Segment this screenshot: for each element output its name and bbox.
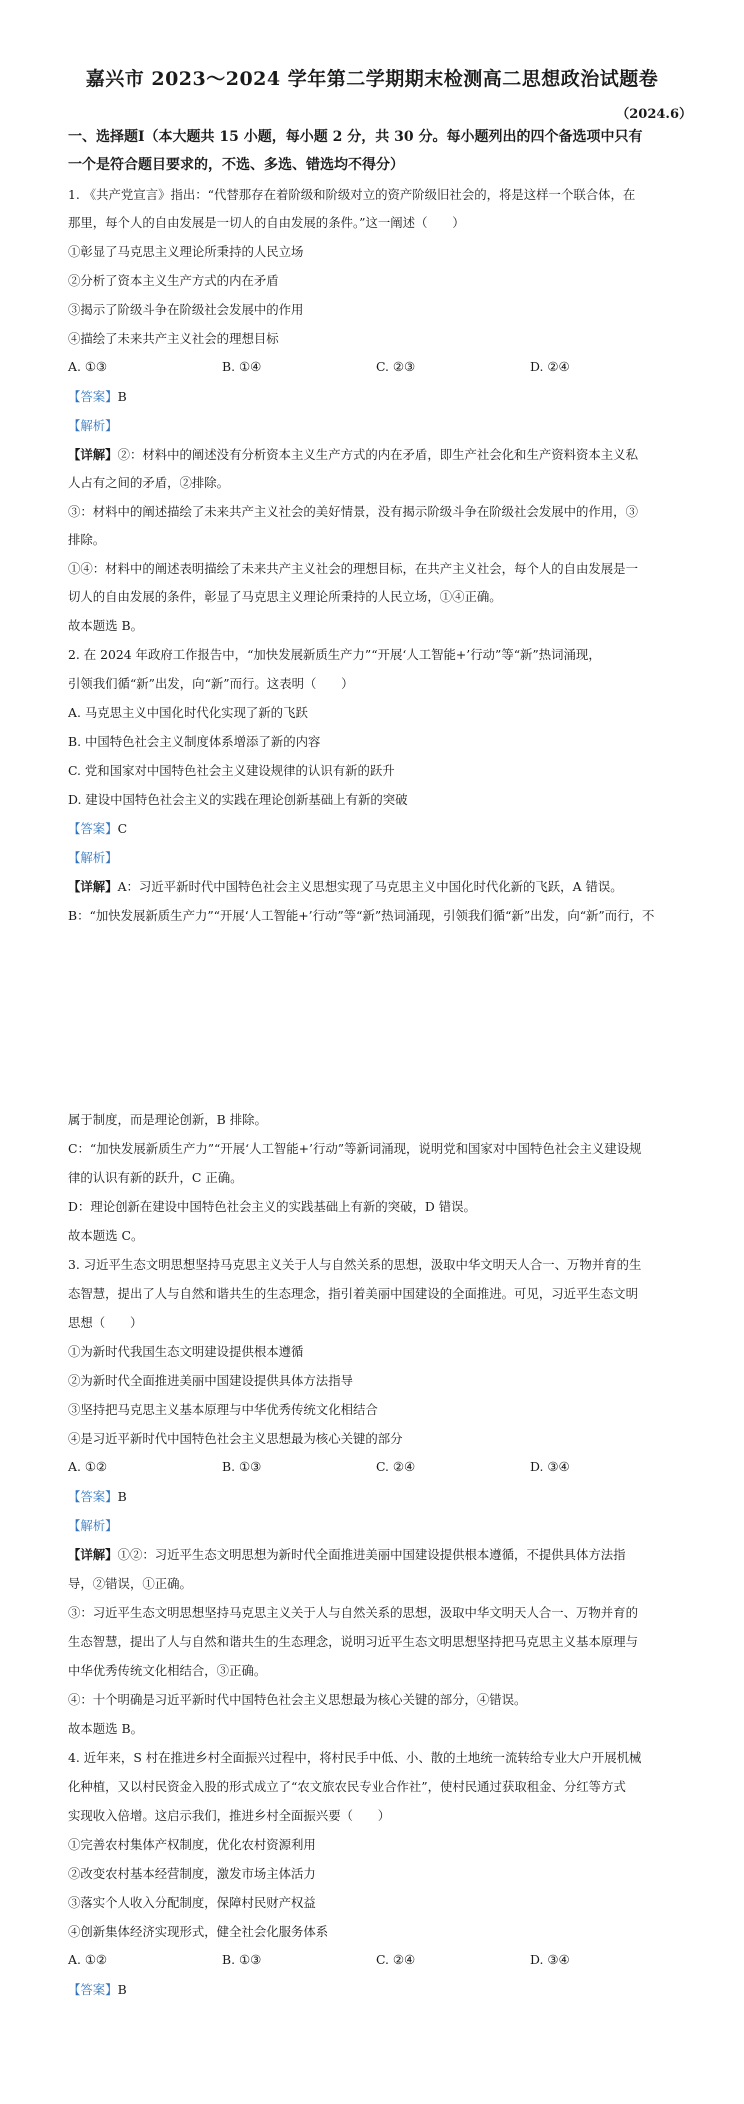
answer-tag: 【答案】 (68, 821, 118, 836)
answer-tag: 【答案】 (68, 1982, 118, 1997)
q2-option-b: B. 中国特色社会主义制度体系增添了新的内容 (68, 734, 321, 749)
q4-stem-line-2: 化种植，又以村民资金入股的形式成立了“农文旅农民专业合作社”，使村民通过获取租金、分红等方式 (68, 1779, 626, 1794)
q1-detail-line-3: ③：材料中的阐述描绘了未来共产主义社会的美好情景，没有揭示阶级斗争在阶级社会发展中的作用，③ (68, 504, 638, 519)
q4-option-b: B. ①③ (222, 1952, 262, 1967)
q4-statement-4: ④创新集体经济实现形式，健全社会化服务体系 (68, 1924, 329, 1939)
q3-option-c: C. ②④ (376, 1459, 416, 1474)
q3-detail-line-6: ④：十个明确是习近平新时代中国特色社会主义思想最为核心关键的部分，④错误。 (68, 1692, 527, 1707)
answer-tag: 【答案】 (68, 1489, 118, 1504)
q1-statement-3: ③揭示了阶级斗争在阶级社会发展中的作用 (68, 302, 304, 317)
q3-detail-line-2: 导，②错误，①正确。 (68, 1576, 192, 1591)
q1-statement-1: ①彰显了马克思主义理论所秉持的人民立场 (68, 244, 304, 259)
q4-option-a: A. ①② (68, 1952, 108, 1967)
q4-option-c: C. ②④ (376, 1952, 416, 1967)
q4-statement-2: ②改变农村基本经营制度，激发市场主体活力 (68, 1866, 316, 1881)
q2-detail-line-1 (68, 878, 684, 896)
q1-statement-2: ②分析了资本主义生产方式的内在矛盾 (68, 273, 279, 288)
q1-option-d: D. ②④ (530, 359, 570, 374)
q1-answer (68, 388, 684, 406)
answer-value: B (117, 1982, 127, 1997)
detail-text: A：习近平新时代中国特色社会主义思想实现了马克思主义中国化时代化新的飞跃，A 错误。 (117, 879, 623, 894)
q3-detail-line-3: ③：习近平生态文明思想坚持马克思主义关于人与自然关系的思想，汲取中华文明天人合一、万物并育的 (68, 1605, 638, 1620)
detail-tag: 【详解】 (68, 879, 118, 894)
q1-option-c: C. ②③ (376, 359, 416, 374)
q3-answer (68, 1488, 684, 1506)
detail-tag: 【详解】 (68, 1547, 118, 1562)
section-heading-line-1: 一、选择题Ⅰ（本大题共 15 小题，每小题 2 分，共 30 分。每小题列出的四个备选项中只有 (68, 129, 643, 145)
q3-statement-2: ②为新时代全面推进美丽中国建设提供具体方法指导 (68, 1373, 353, 1388)
answer-value: B (117, 389, 127, 404)
q2-detail-line-6: D：理论创新在建设中国特色社会主义的实践基础上有新的突破，D 错误。 (68, 1199, 476, 1214)
q1-detail-line-6: 切人的自由发展的条件，彰显了马克思主义理论所秉持的人民立场，①④正确。 (68, 589, 502, 604)
q2-option-a: A. 马克思主义中国化时代化实现了新的飞跃 (68, 705, 308, 720)
q1-statement-4: ④描绘了未来共产主义社会的理想目标 (68, 331, 279, 346)
q2-detail-line-5: 律的认识有新的跃升，C 正确。 (68, 1170, 243, 1185)
answer-value: B (117, 1489, 127, 1504)
section-heading-line-2: 一个是符合题目要求的，不选、多选、错选均不得分） (68, 157, 404, 173)
detail-text: ②：材料中的阐述没有分析资本主义生产方式的内在矛盾，即生产社会化和生产资料资本主义私 (117, 447, 638, 462)
q1-detail-line-1 (68, 446, 684, 464)
q2-option-c: C. 党和国家对中国特色社会主义建设规律的认识有新的跃升 (68, 763, 395, 778)
q2-detail-line-4: C：“加快发展新质生产力”“开展‘人工智能+’行动”等新词涌现，说明党和国家对中国特色社会主义建设规 (68, 1141, 642, 1156)
answer-value: C (117, 821, 128, 836)
q2-answer (68, 820, 684, 838)
q3-analysis-tag: 【解析】 (68, 1518, 118, 1533)
q2-option-d: D. 建设中国特色社会主义的实践在理论创新基础上有新的突破 (68, 792, 408, 807)
q2-stem-line-2: 引领我们循“新”出发，向“新”而行。这表明（ ） (68, 676, 354, 691)
q1-detail-line-5: ①④：材料中的阐述表明描绘了未来共产主义社会的理想目标，在共产主义社会，每个人的自由发展是一 (68, 561, 638, 576)
q3-statement-4: ④是习近平新时代中国特色社会主义思想最为核心关键的部分 (68, 1431, 403, 1446)
q1-stem-line-2: 那里，每个人的自由发展是一切人的自由发展的条件。”这一阐述（ ） (68, 215, 465, 230)
q3-statement-3: ③坚持把马克思主义基本原理与中华优秀传统文化相结合 (68, 1402, 378, 1417)
q4-statement-1: ①完善农村集体产权制度，优化农村资源利用 (68, 1837, 316, 1852)
q3-detail-line-1 (68, 1546, 684, 1564)
q2-detail-line-2: B：“加快发展新质生产力”“开展‘人工智能+’行动”等“新”热词涌现，引领我们循“新”出发，向“新”而行，不 (68, 908, 655, 923)
detail-text: ①②：习近平生态文明思想为新时代全面推进美丽中国建设提供根本遵循，不提供具体方法指 (117, 1547, 626, 1562)
q3-option-b: B. ①③ (222, 1459, 262, 1474)
q4-answer (68, 1981, 684, 1999)
answer-tag: 【答案】 (68, 389, 118, 404)
q3-conclusion: 故本题选 B。 (68, 1721, 143, 1736)
q3-statement-1: ①为新时代我国生态文明建设提供根本遵循 (68, 1344, 304, 1359)
q1-detail-line-2: 人占有之间的矛盾，②排除。 (68, 475, 230, 490)
q1-option-b: B. ①④ (222, 359, 262, 374)
q1-option-a: A. ①③ (68, 359, 108, 374)
q1-detail-line-4: 排除。 (68, 532, 106, 547)
q3-detail-line-4: 生态智慧，提出了人与自然和谐共生的生态理念，说明习近平生态文明思想坚持把马克思主义基本原理与 (68, 1634, 638, 1649)
q3-stem-line-2: 态智慧，提出了人与自然和谐共生的生态理念，指引着美丽中国建设的全面推进。可见，习近平生态文明 (68, 1286, 638, 1301)
q3-stem-line-1: 3. 习近平生态文明思想坚持马克思主义关于人与自然关系的思想，汲取中华文明天人合一、万物并育的生 (68, 1257, 642, 1272)
q2-conclusion: 故本题选 C。 (68, 1228, 144, 1243)
q3-detail-line-5: 中华优秀传统文化相结合，③正确。 (68, 1663, 267, 1678)
q1-stem-line-1: 1. 《共产党宣言》指出：“代替那存在着阶级和阶级对立的资产阶级旧社会的，将是这样一个联合体，在 (68, 187, 636, 202)
q1-conclusion: 故本题选 B。 (68, 618, 143, 633)
exam-date: （2024.6） (616, 107, 692, 122)
q3-stem-line-3: 思想（ ） (68, 1315, 143, 1330)
q2-analysis-tag: 【解析】 (68, 850, 118, 865)
q2-stem-line-1: 2. 在 2024 年政府工作报告中，“加快发展新质生产力”“开展‘人工智能+’行动”等“新”热词涌现， (68, 647, 601, 662)
detail-tag: 【详解】 (68, 447, 118, 462)
q4-stem-line-3: 实现收入倍增。这启示我们，推进乡村全面振兴要（ ） (68, 1808, 391, 1823)
q2-detail-line-3: 属于制度，而是理论创新，B 排除。 (68, 1112, 267, 1127)
q4-stem-line-1: 4. 近年来，S 村在推进乡村全面振兴过程中，将村民手中低、小、散的土地统一流转给专业大户开展机械 (68, 1750, 642, 1765)
q4-option-d: D. ③④ (530, 1952, 570, 1967)
q4-statement-3: ③落实个人收入分配制度，保障村民财产权益 (68, 1895, 316, 1910)
q3-option-a: A. ①② (68, 1459, 108, 1474)
page-title: 嘉兴市 2023～2024 学年第二学期期末检测高二思想政治试题卷 (85, 68, 659, 90)
q1-analysis-tag: 【解析】 (68, 418, 118, 433)
q3-option-d: D. ③④ (530, 1459, 570, 1474)
